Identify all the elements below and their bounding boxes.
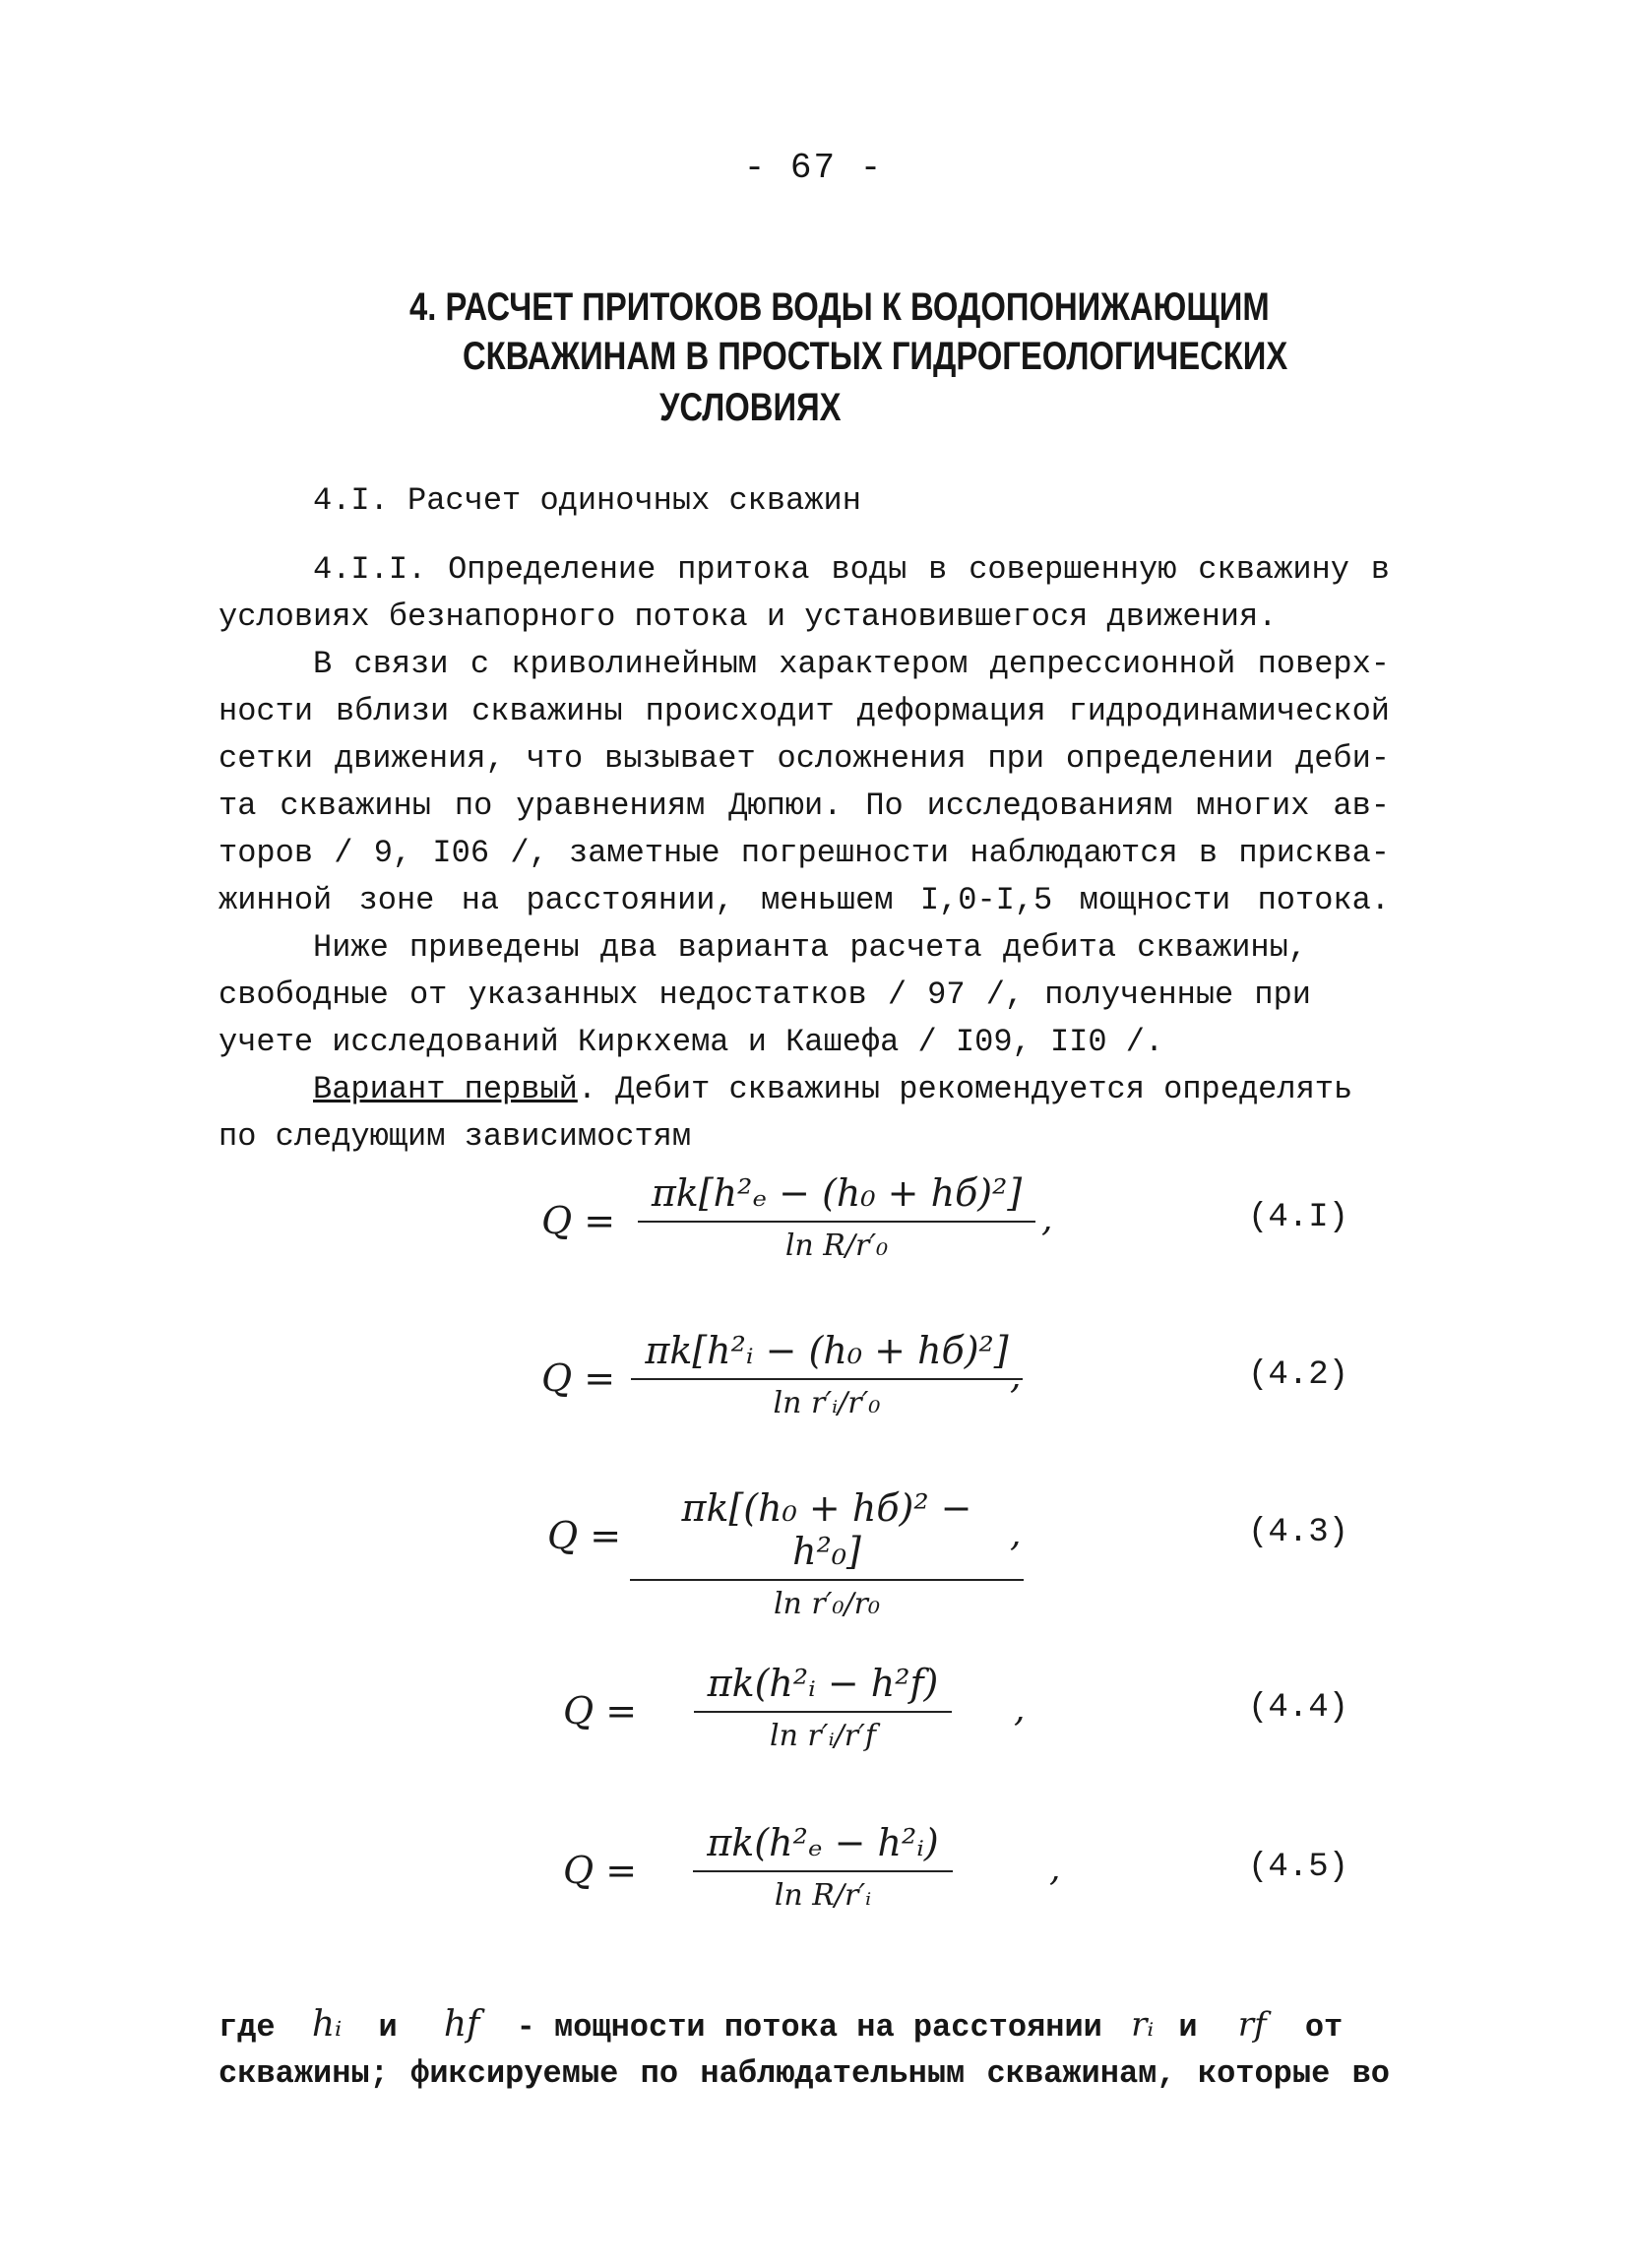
symbol-ri: rᵢ [1131,2005,1155,2045]
and-word: и [378,2009,398,2046]
formula-fraction [636,1662,1010,1753]
formula-lhs: Q = [541,1199,616,1242]
formula-fraction [630,1329,1024,1420]
paragraph-line: свободные от указанных недостатков / 97 /, полученные при [219,976,1311,1013]
from-word: от [1304,2009,1344,2046]
formula-denominator: ln r′ᵢ/r′₀ [773,1386,881,1420]
symbol-hf: hf [443,2004,480,2045]
closing-line-2: скважины; фиксируемые по наблюдательным скважинам, которые во [219,2055,1390,2092]
formula-numerator: πk[(h₀ + hб)² − h²₀] [630,1486,1024,1581]
chapter-heading-line-3: УСЛОВИЯХ [659,386,842,429]
formula-fraction [636,1821,1010,1913]
paragraph-line: 4.I.I. Определение притока воды в совершенную скважину в [313,551,1390,588]
closing-mid: - мощности потока на расстоянии [516,2009,1102,2046]
formula-punct: , [1041,1199,1053,1239]
formula-lhs: Q = [547,1514,622,1557]
paragraph-line: по следующим зависимостям [219,1118,692,1155]
chapter-heading-line-2: СКВАЖИНАМ В ПРОСТЫХ ГИДРОГЕОЛОГИЧЕСКИХ [463,335,1288,378]
paragraph-line [313,1071,1390,1107]
paragraph-line: Ниже приведены два варианта расчета дебита скважины, [313,929,1307,966]
paragraph-line: та скважины по уравнениям Дюпюи. По исследованиям многих ав- [219,788,1390,824]
formula-punct: , [1010,1514,1022,1554]
formula-denominator: ln r′ᵢ/r′f [769,1719,876,1753]
formula-lhs: Q = [563,1849,638,1892]
paragraph-line: ности вблизи скважины происходит деформация гидродинамической [219,693,1390,729]
symbol-rf: rf [1237,2005,1267,2045]
paragraph-line: учете исследований Киркхема и Кашефа / I09, II0 /. [219,1024,1164,1060]
variant-text: . Дебит скважины рекомендуется определять [577,1071,1353,1107]
paragraph-line: условиях безнапорного потока и установившегося движения. [219,598,1278,635]
and-word-2: и [1178,2009,1198,2046]
equation-number: (4.2) [1248,1356,1349,1394]
formula-lhs: Q = [541,1356,616,1400]
formula-punct: , [1014,1689,1026,1730]
chapter-heading-line-1: 4. РАСЧЕТ ПРИТОКОВ ВОДЫ К ВОДОПОНИЖАЮЩИМ [409,285,1270,329]
equation-number: (4.5) [1248,1849,1349,1886]
formula-fraction [630,1171,1043,1263]
formula-numerator: πk[h²ₑ − (h₀ + hб)²] [638,1171,1035,1223]
formula-lhs: Q = [563,1689,638,1732]
equation-number: (4.4) [1248,1689,1349,1727]
equation-number: (4.3) [1248,1514,1349,1551]
paragraph-line: торов / 9, I06 /, заметные погрешности наблюдаются в присква- [219,835,1390,871]
paragraph-line: сетки движения, что вызывает осложнения при определении деби- [219,740,1390,777]
formula-numerator: πk(h²ₑ − h²ᵢ) [693,1821,952,1872]
formula-fraction [630,1486,1024,1621]
formula-denominator: ln R/r′ᵢ [774,1878,872,1913]
symbol-hi: hᵢ [311,2004,343,2045]
formula-punct: , [1049,1849,1061,1889]
page-number: - 67 - [743,148,884,188]
formula-denominator: ln R/r′₀ [784,1228,889,1263]
closing-line-1 [219,2004,1343,2046]
formula-punct: , [1010,1356,1022,1397]
equation-number: (4.I) [1248,1199,1349,1236]
paragraph-line: В связи с криволинейным характером депрессионной поверх- [313,646,1390,682]
paragraph-line: жинной зоне на расстоянии, меньшем I,0-I,5 мощности потока. [219,882,1390,918]
formula-denominator: ln r′₀/r₀ [773,1587,881,1621]
formula-numerator: πk(h²ᵢ − h²f) [694,1662,953,1713]
variant-label: Вариант первый [313,1071,578,1107]
where-word: где [219,2009,276,2046]
formula-numerator: πk[h²ᵢ − (h₀ + hб)²] [631,1329,1022,1380]
section-heading: 4.I. Расчет одиночных скважин [313,482,861,519]
